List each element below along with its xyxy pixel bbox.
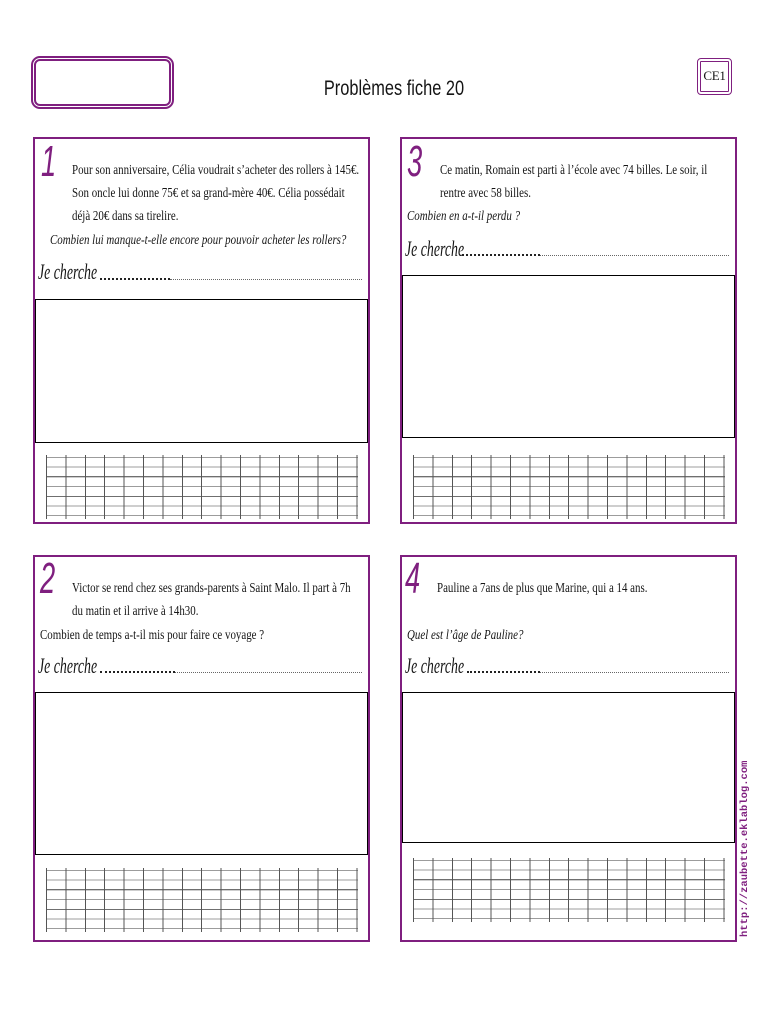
problem-statement [72, 159, 359, 228]
problem-card-1 [33, 137, 370, 524]
seyes-grid [46, 868, 358, 932]
dotted-line-dense [462, 250, 540, 256]
statement-line: Ce matin, Romain est parti à l’école avec 74 billes. Le soir, il [440, 163, 708, 178]
seyes-grid [413, 455, 725, 519]
dotted-line-dense [100, 274, 170, 280]
problem-number: 1 [41, 137, 57, 186]
answer-box [35, 692, 368, 855]
problem-card-3 [400, 137, 737, 524]
dotted-line [540, 250, 729, 256]
dotted-line [540, 667, 729, 673]
answer-box [35, 299, 368, 443]
answer-box [402, 275, 735, 438]
statement-line: Pauline a 7ans de plus que Marine, qui a 14 ans. [437, 581, 648, 596]
problem-question: Combien en a-t-il perdu ? [407, 209, 521, 224]
dotted-line-dense [467, 667, 540, 673]
problem-question: Quel est l’âge de Pauline? [407, 628, 524, 643]
problem-card-4 [400, 555, 737, 942]
statement-line: rentre avec 58 billes. [440, 186, 531, 201]
problem-statement [72, 577, 351, 623]
dotted-line [170, 274, 362, 280]
statement-line: Victor se rend chez ses grands-parents à Saint Malo. Il part à 7h [72, 581, 351, 596]
answer-box [402, 692, 735, 843]
dotted-line [175, 667, 362, 673]
problem-number: 2 [40, 555, 56, 603]
name-field-box [31, 56, 174, 109]
problem-statement [440, 159, 707, 205]
problem-number: 3 [407, 137, 423, 186]
je-cherche-label: Je cherche [405, 653, 465, 678]
statement-line: Pour son anniversaire, Célia voudrait s’acheter des rollers à 145€. [72, 163, 360, 178]
problem-card-2 [33, 555, 370, 942]
statement-line: Son oncle lui donne 75€ et sa grand-mère 40€. Célia possédait [72, 186, 345, 201]
level-badge: CE1 [697, 58, 732, 95]
problem-statement [437, 577, 647, 600]
je-cherche-label: Je cherche [38, 653, 98, 678]
statement-line: déjà 20€ dans sa tirelire. [72, 209, 179, 224]
statement-line: du matin et il arrive à 14h30. [72, 604, 199, 619]
seyes-grid [413, 858, 725, 922]
dotted-line-dense [100, 667, 175, 673]
problem-number: 4 [405, 555, 421, 603]
page-title: Problèmes fiche 20 [323, 77, 465, 100]
seyes-grid [46, 455, 358, 519]
problem-question: Combien lui manque-t-elle encore pour pouvoir acheter les rollers? [50, 233, 347, 248]
je-cherche-label: Je cherche [405, 236, 465, 261]
problem-question: Combien de temps a-t-il mis pour faire ce voyage ? [40, 628, 265, 643]
site-url-watermark: http://zaubette.eklablog.com [739, 760, 751, 937]
je-cherche-label: Je cherche [38, 259, 98, 284]
